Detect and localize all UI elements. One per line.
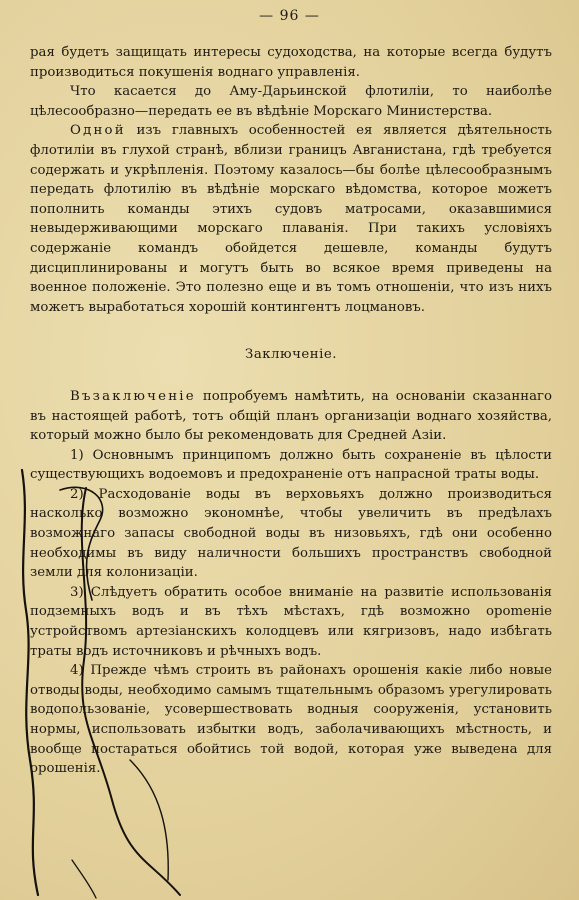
list-item: 3) Слѣдуетъ обратить особое вниманіе на развитіе использованія подземныхъ водъ и въ тѣхъ мѣстахъ, гдѣ возможно ороmеніе устройствомъ артезіанскихъ колодцевъ или кягризовъ, надо избѣгать траты водъ источниковъ и рѣчныхъ водъ. — [30, 584, 552, 659]
body-text — [30, 43, 552, 779]
lead-word: Одной — [70, 123, 126, 139]
page-number: — 96 — — [259, 8, 320, 24]
paragraph-text: попробуемъ намѣтить, на основаніи сказаннаго въ настоящей работѣ, тотъ общій планъ организаціи воднаго хозяйства, который можно было бы рекомендовать для Средней Азіи. — [30, 388, 552, 444]
paragraph-text: изъ главныхъ особенностей ея является дѣятельность флотиліи въ глухой странѣ, вблизи границъ Авганистана, гдѣ требуется содержать и укрѣпленія. Поэтому казалось—бы болѣе цѣлесообразнымъ передать флотилію въ вѣдѣніе морскаго вѣдомства, которое можетъ пополнить команды этихъ судовъ матросами, оказавшимися невыдерживающими морскаго плаванія. При такихъ условіяхъ содержаніе командъ обойдется дешевле, команды будутъ дисциплинированы и могутъ быть во всякое время приведены на военное положеніе. Это полезно еще и въ томъ отношеніи, что изъ нихъ можетъ выработаться хорошій контингентъ лоцмановъ. — [30, 123, 552, 315]
list-item: 4) Прежде чѣмъ строить въ районахъ орошенія какіе либо новые отводы воды, необходимо самымъ тщательнымъ образомъ урегулировать водопользованіе, усовершествовать водныя сооруженія, установить нормы, использовать избытки водъ, заболачивающихъ мѣстность, и вообще постараться обойтись той водой, которая уже выведена для орошенія. — [30, 663, 552, 777]
list-item: 2) Расходованіе воды въ верховьяхъ должно производиться насколько возможно экономнѣе, чтобы увеличить въ предѣлахъ возможнаго запасы свободной воды въ низовьяхъ, гдѣ они особенно необходимы въ виду наличности большихъ пространствъ свободной земли для колонизаціи. — [30, 486, 552, 581]
paragraph-flotilla: Что касается до Аму-Дарьинской флотиліи, то наиболѣе цѣлесообразно—передать ее въ вѣдѣніе Морскаго Министерства. — [30, 84, 552, 119]
paragraph-features — [30, 121, 552, 317]
conclusion-intro — [30, 387, 552, 446]
lead-word: Възаключеніе — [70, 388, 196, 404]
list-item: 1) Основнымъ принципомъ должно быть сохраненіе въ цѣлости существующихъ водоемовъ и предохраненіе отъ напрасной траты воды. — [30, 447, 552, 483]
paragraph-continuation: рая будетъ защищать интересы судоходства, на которые всегда будутъ производиться покушенія воднаго управленія. — [30, 45, 552, 80]
section-heading: Заключеніе. — [245, 347, 337, 363]
